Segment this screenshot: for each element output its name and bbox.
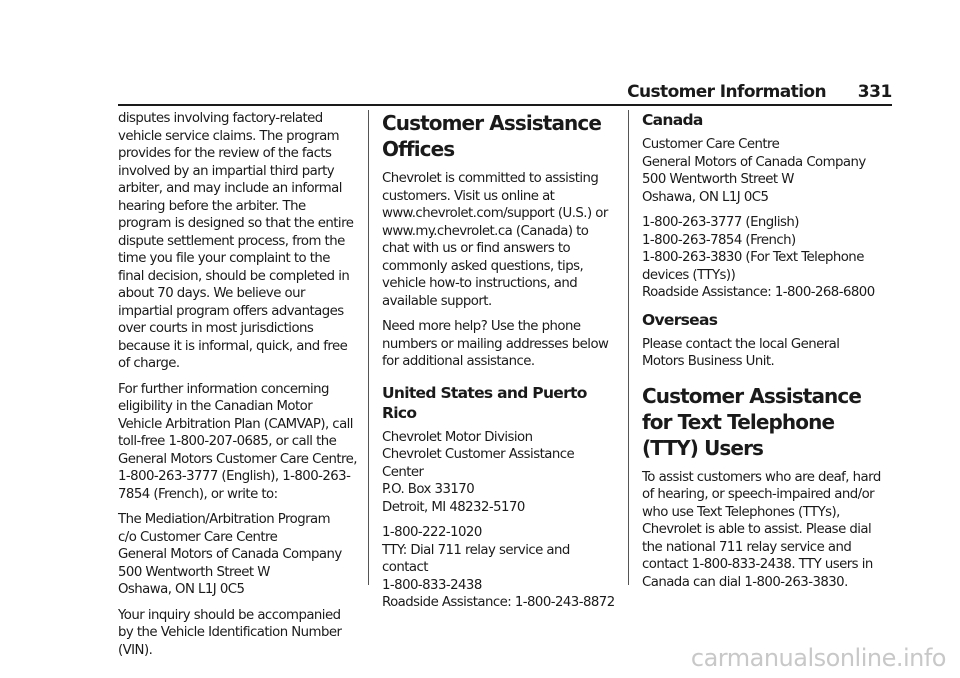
column-divider-1 [368, 110, 369, 585]
column-divider-2 [628, 110, 629, 585]
column-2 [382, 110, 618, 620]
column-3 [642, 110, 882, 599]
canada-address: Customer Care Centre General Motors of Canada Company 500 Wentworth Street W Oshawa, ON L1J 0C5 [642, 137, 866, 205]
canada-phones: 1-800-263-3777 (English) 1-800-263-7854 (French) 1-800-263-3830 (For Text Telephone devices (TTYs)) Roadside Assistance: 1-800-268-6800 [642, 215, 875, 300]
page-header [0, 80, 892, 106]
more-help-paragraph: Need more help? Use the phone numbers or mailing addresses below for additional assistance. [382, 319, 609, 369]
customer-assistance-heading: Customer Assistance Offices [382, 111, 602, 161]
camvap-paragraph: For further information concerning eligibility in the Canadian Motor Vehicle Arbitration Plan (CAMVAP), call toll-free 1-800-207-0685, or call the General Motors Customer Care Centre, 1-800-263-3777 (English), 1-800-263-7854 (French), or write to: [118, 381, 357, 502]
arbitration-paragraph: disputes involving factory-related vehicle service claims. The program provides for the review of the facts involved by an impartial third party arbiter, and may include an informal hearing before the arbiter. The program is designed so that the entire dispute settlement process, from the time you file your complaint to the final decision, should be completed in about 70 days. We believe our impartial program offers advantages over courts in most jurisdictions because it is informal, quick, and free of charge. [118, 111, 354, 371]
section-title: Customer Information [627, 82, 826, 102]
us-pr-heading: United States and Puerto Rico [382, 383, 587, 422]
canada-heading: Canada [642, 111, 703, 129]
tty-text: To assist customers who are deaf, hard of hearing, or speech-impaired and/or who use Text Telephones (TTYs), Chevrolet is able to assist. Please dial the national 711 relay service and contact 1-800-833-2438. TTY users in Canada can dial 1-800-263-3830. [642, 469, 881, 590]
header-rule [118, 104, 892, 106]
page-number: 331 [857, 82, 892, 102]
online-support-paragraph: Chevrolet is committed to assisting customers. Visit us online at www.chevrolet.com/support (U.S.) or www.my.chevrolet.ca (Canada) to chat with us or find answers to commonly asked questions, tips, vehicle how-to instructions, and available support. [382, 171, 608, 309]
mediation-address: The Mediation/Arbitration Program c/o Customer Care Centre General Motors of Canada Company 500 Wentworth Street W Oshawa, ON L1J 0C5 [118, 512, 342, 597]
overseas-heading: Overseas [642, 310, 718, 329]
us-phones: 1-800-222-1020 TTY: Dial 711 relay service and contact 1-800-833-2438 Roadside Assistance: 1-800-243-8872 [382, 525, 615, 610]
us-address: Chevrolet Motor Division Chevrolet Customer Assistance Center P.O. Box 33170 Detroit, MI 48232-5170 [382, 429, 575, 515]
vin-paragraph: Your inquiry should be accompanied by the Vehicle Identification Number (VIN). [118, 607, 342, 658]
column-1 [118, 110, 358, 667]
overseas-text: Please contact the local General Motors Business Unit. [642, 336, 840, 369]
watermark: carmanualsonline.info [690, 644, 946, 672]
tty-heading: Customer Assistance for Text Telephone (TTY) Users [642, 383, 862, 460]
